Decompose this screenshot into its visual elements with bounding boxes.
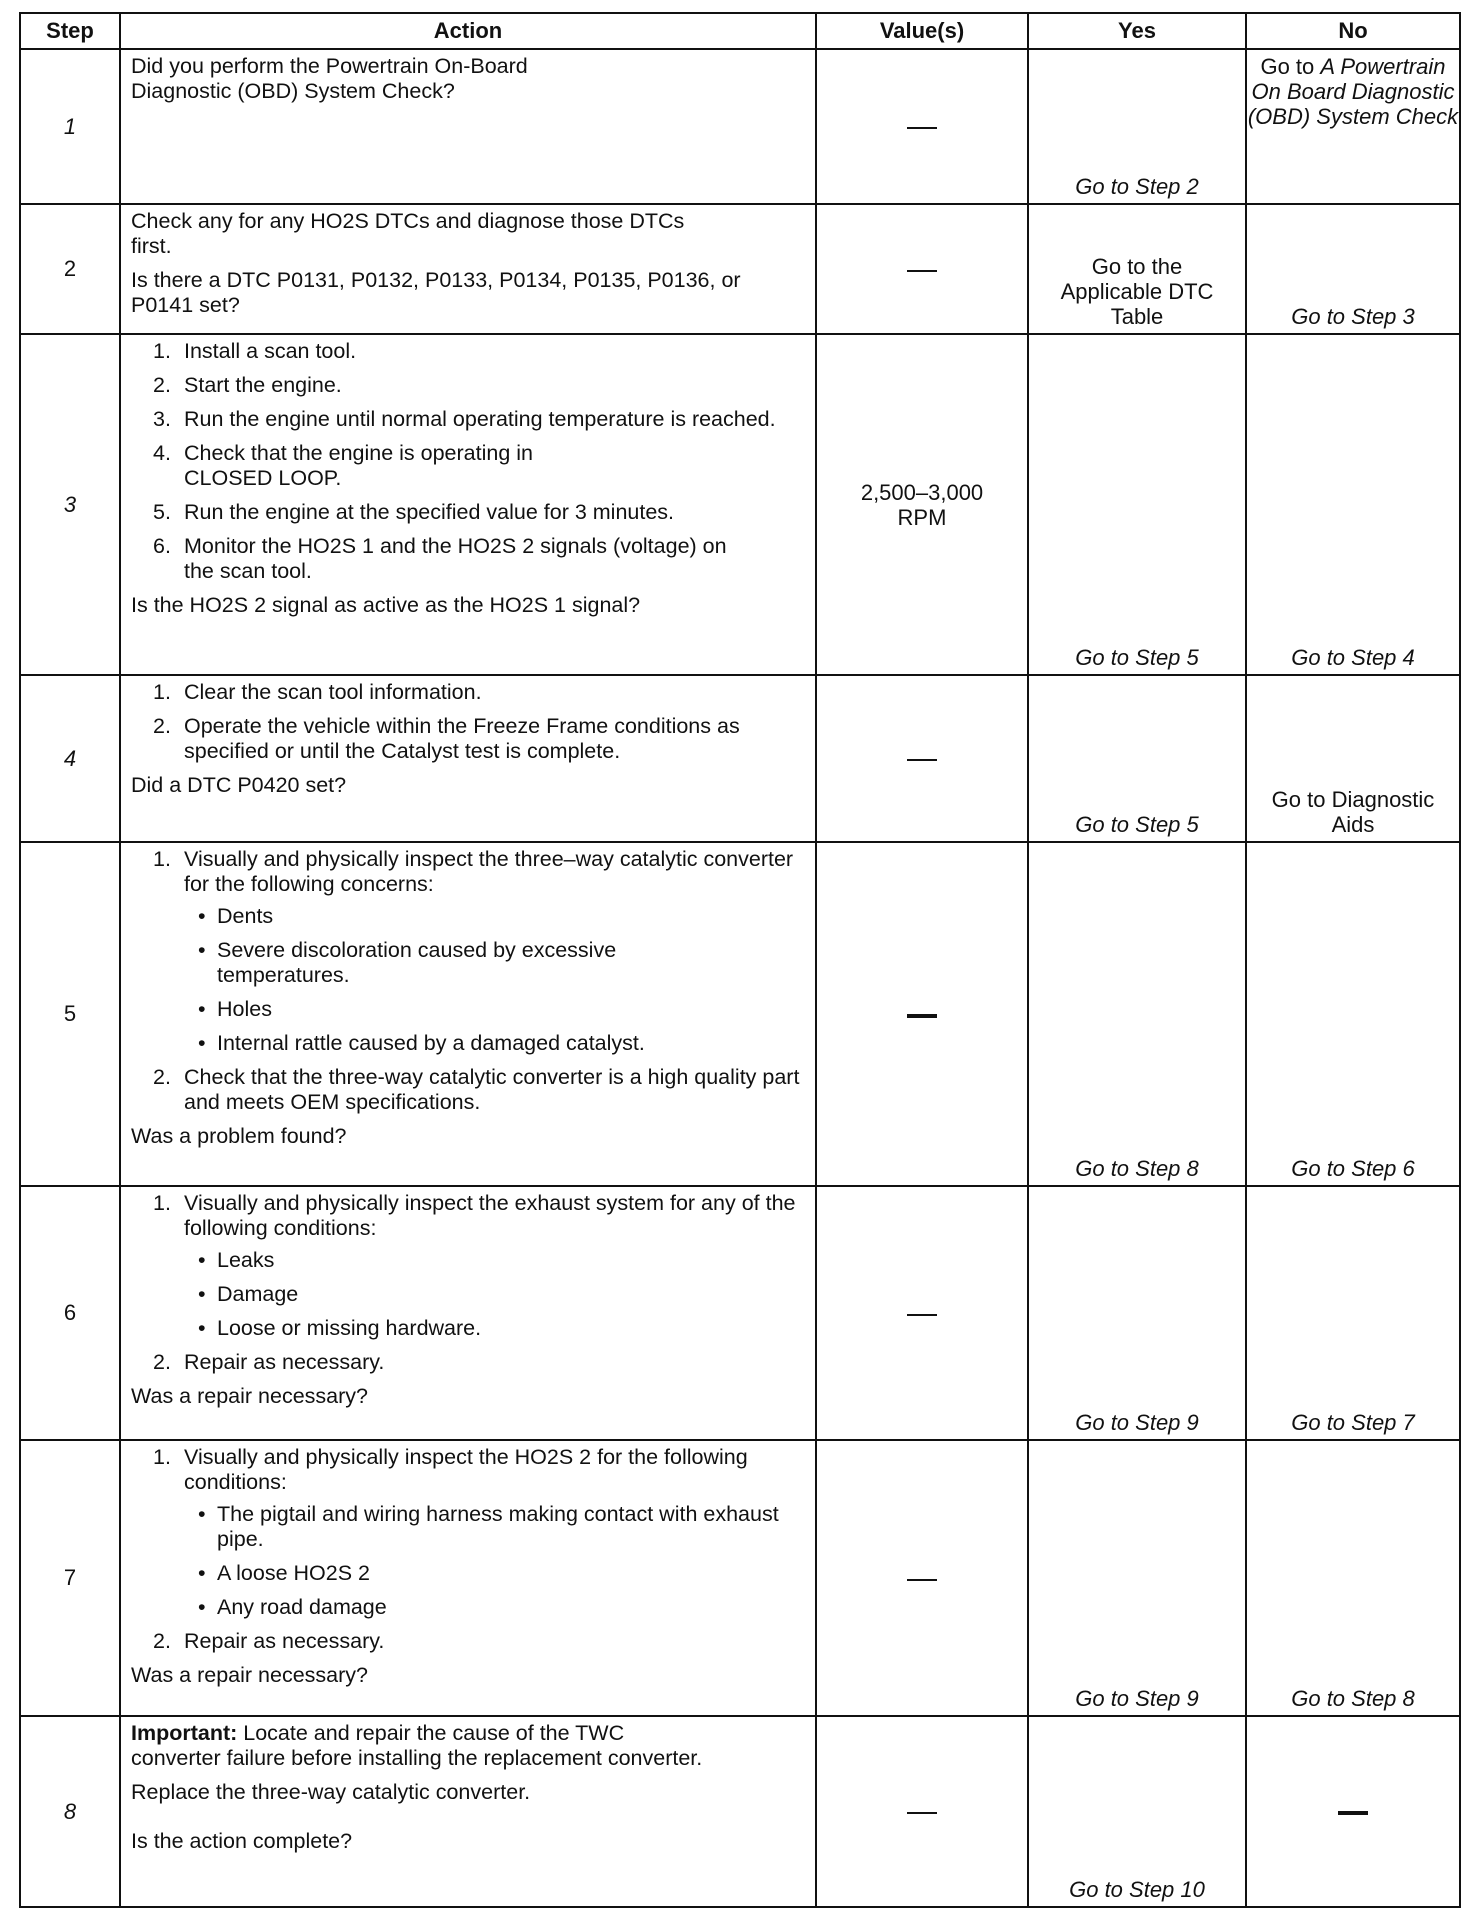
question: Was a repair necessary? bbox=[131, 1384, 368, 1408]
yes-cell bbox=[1028, 1186, 1246, 1440]
table-row bbox=[20, 675, 1460, 842]
bullet-glyph: • bbox=[198, 1282, 206, 1306]
no-cell bbox=[1246, 1186, 1460, 1440]
important-label: Important: bbox=[131, 1721, 238, 1745]
action-cell bbox=[120, 49, 816, 204]
action-steps bbox=[131, 1445, 805, 1654]
bullet-item bbox=[184, 1502, 805, 1552]
bullet-glyph: • bbox=[198, 1561, 206, 1585]
yes-cell bbox=[1028, 1716, 1246, 1907]
item-text: Monitor the HO2S 1 and the HO2S 2 signals (voltage) on the scan tool. bbox=[184, 534, 727, 583]
bullet-glyph: • bbox=[198, 1595, 206, 1619]
no-cell bbox=[1246, 334, 1460, 675]
header-values: Value(s) bbox=[816, 13, 1028, 49]
no-cell bbox=[1246, 49, 1460, 204]
item-text: Check that the engine is operating in CLOSED LOOP. bbox=[184, 441, 534, 490]
bullet-item bbox=[184, 1031, 805, 1056]
bullet-text: Dents bbox=[217, 904, 274, 928]
list-item bbox=[131, 1445, 805, 1620]
value-cell bbox=[816, 842, 1028, 1186]
bullet-glyph: • bbox=[198, 1502, 206, 1526]
yes-result: Go to Step 2 bbox=[1075, 174, 1199, 199]
bullet-text: A loose HO2S 2 bbox=[217, 1561, 370, 1585]
item-text: Visually and physically inspect the exhaust system for any of the following conditions: bbox=[184, 1191, 796, 1240]
question: Was a problem found? bbox=[131, 1124, 347, 1148]
bullet-glyph: • bbox=[198, 938, 206, 962]
item-number: 1. bbox=[153, 847, 171, 871]
item-text: Repair as necessary. bbox=[184, 1629, 385, 1653]
item-text: Check that the three-way catalytic converter is a high quality part and meets OEM specifications. bbox=[184, 1065, 800, 1114]
list-item bbox=[131, 534, 805, 584]
action-cell bbox=[120, 1186, 816, 1440]
bullet-text: The pigtail and wiring harness making contact with exhaust pipe. bbox=[217, 1502, 779, 1551]
item-number: 3. bbox=[153, 407, 171, 431]
no-result: Go to Step 7 bbox=[1291, 1410, 1415, 1435]
value-cell bbox=[816, 1716, 1028, 1907]
question: Is the action complete? bbox=[131, 1829, 353, 1853]
action-cell bbox=[120, 842, 816, 1186]
value-cell bbox=[816, 675, 1028, 842]
yes-cell bbox=[1028, 334, 1246, 675]
table-row bbox=[20, 204, 1460, 334]
header-no: No bbox=[1246, 13, 1460, 49]
no-cell bbox=[1246, 204, 1460, 334]
item-number: 4. bbox=[153, 441, 171, 465]
action-text: Replace the three-way catalytic converter. bbox=[131, 1780, 531, 1804]
bullet-glyph: • bbox=[198, 1248, 206, 1272]
bullet-text: Leaks bbox=[217, 1248, 275, 1272]
value-dash bbox=[907, 1579, 937, 1581]
bullet-glyph: • bbox=[198, 1316, 206, 1340]
item-number: 6. bbox=[153, 534, 171, 558]
bullet-glyph: • bbox=[198, 1031, 206, 1055]
bullet-item bbox=[184, 904, 805, 929]
bullet-item bbox=[184, 997, 805, 1022]
value-dash bbox=[907, 127, 937, 129]
list-item bbox=[131, 1065, 805, 1115]
header-step: Step bbox=[20, 13, 120, 49]
yes-result: Go to Step 10 bbox=[1069, 1877, 1205, 1902]
header-row bbox=[20, 13, 1460, 49]
diagnostic-table bbox=[19, 12, 1461, 1908]
value-dash bbox=[907, 270, 937, 272]
yes-cell bbox=[1028, 1440, 1246, 1716]
no-cell bbox=[1246, 675, 1460, 842]
list-item bbox=[131, 847, 805, 1056]
bullet-item bbox=[184, 1561, 765, 1586]
action-steps bbox=[131, 847, 805, 1115]
bullet-item bbox=[184, 1595, 765, 1620]
action-text: Check any for any HO2S DTCs and diagnose those DTCs first. bbox=[131, 209, 685, 258]
item-number: 1. bbox=[153, 339, 171, 363]
step-number: 4 bbox=[20, 675, 120, 842]
value-cell: 2,500–3,000 RPM bbox=[816, 334, 1028, 675]
no-link-text: A Powertrain On Board Diagnostic (OBD) System Check bbox=[1247, 54, 1459, 129]
action-cell bbox=[120, 334, 816, 675]
table-row bbox=[20, 334, 1460, 675]
list-item bbox=[131, 1629, 805, 1654]
bullet-text: Internal rattle caused by a damaged catalyst. bbox=[217, 1031, 645, 1055]
item-text: Visually and physically inspect the HO2S 2 for the following conditions: bbox=[184, 1445, 748, 1494]
no-cell bbox=[1246, 1440, 1460, 1716]
no-result bbox=[1247, 50, 1459, 129]
no-dash bbox=[1338, 1811, 1368, 1815]
table-row bbox=[20, 1186, 1460, 1440]
value-cell bbox=[816, 204, 1028, 334]
yes-cell bbox=[1028, 842, 1246, 1186]
list-item bbox=[131, 407, 805, 432]
no-result: Go to Step 8 bbox=[1291, 1686, 1415, 1711]
table-row bbox=[20, 842, 1460, 1186]
yes-cell bbox=[1028, 675, 1246, 842]
bullet-text: Holes bbox=[217, 997, 272, 1021]
table-row bbox=[20, 1716, 1460, 1907]
no-result: Go to Step 3 bbox=[1291, 304, 1415, 329]
no-cell bbox=[1246, 1716, 1460, 1907]
action-steps bbox=[131, 1191, 805, 1375]
step-number: 7 bbox=[20, 1440, 120, 1716]
step-number: 5 bbox=[20, 842, 120, 1186]
yes-result: Go to the Applicable DTC Table bbox=[1060, 254, 1214, 329]
step-number: 8 bbox=[20, 1716, 120, 1907]
step-number: 1 bbox=[20, 49, 120, 204]
no-result: Go to Step 4 bbox=[1291, 645, 1415, 670]
step-number: 2 bbox=[20, 204, 120, 334]
item-number: 2. bbox=[153, 1350, 171, 1374]
list-item bbox=[131, 500, 805, 525]
question: Did a DTC P0420 set? bbox=[131, 773, 347, 797]
list-item bbox=[131, 339, 805, 364]
header-action: Action bbox=[120, 13, 816, 49]
item-text: Visually and physically inspect the three–way catalytic converter for the following concerns: bbox=[184, 847, 794, 896]
bullet-list bbox=[184, 1502, 779, 1620]
bullet-item bbox=[184, 1282, 805, 1307]
item-number: 1. bbox=[153, 1445, 171, 1469]
item-number: 2. bbox=[153, 373, 171, 397]
value-cell bbox=[816, 1186, 1028, 1440]
list-item bbox=[131, 441, 805, 491]
yes-result: Go to Step 5 bbox=[1075, 812, 1199, 837]
item-text: Run the engine at the specified value for 3 minutes. bbox=[184, 500, 675, 524]
item-number: 1. bbox=[153, 680, 171, 704]
item-text: Start the engine. bbox=[184, 373, 342, 397]
important-text: Locate and repair the cause of the TWC converter failure before installing the replacement converter. bbox=[131, 1721, 703, 1770]
question: Did you perform the Powertrain On-Board Diagnostic (OBD) System Check? bbox=[131, 54, 528, 103]
no-result: Go to Diagnostic Aids bbox=[1271, 787, 1435, 837]
item-text: Run the engine until normal operating temperature is reached. bbox=[184, 407, 776, 431]
yes-cell bbox=[1028, 204, 1246, 334]
step-number: 3 bbox=[20, 334, 120, 675]
action-steps bbox=[131, 339, 805, 584]
action-cell bbox=[120, 1440, 816, 1716]
bullet-list bbox=[184, 904, 805, 1056]
value-cell bbox=[816, 49, 1028, 204]
list-item bbox=[131, 1350, 805, 1375]
question: Is there a DTC P0131, P0132, P0133, P0134, P0135, P0136, or P0141 set? bbox=[131, 268, 741, 317]
table-row bbox=[20, 49, 1460, 204]
bullet-text: Severe discoloration caused by excessive temperatures. bbox=[217, 938, 617, 987]
action-cell bbox=[120, 675, 816, 842]
list-item bbox=[131, 1191, 805, 1341]
header-yes: Yes bbox=[1028, 13, 1246, 49]
action-cell bbox=[120, 1716, 816, 1907]
bullet-item bbox=[184, 1316, 805, 1341]
list-item bbox=[131, 714, 805, 764]
value-dash bbox=[907, 1812, 937, 1814]
no-cell bbox=[1246, 842, 1460, 1186]
bullet-text: Loose or missing hardware. bbox=[217, 1316, 482, 1340]
bullet-text: Any road damage bbox=[217, 1595, 387, 1619]
value-dash bbox=[907, 1014, 937, 1018]
bullet-list bbox=[184, 1248, 805, 1341]
yes-result: Go to Step 9 bbox=[1075, 1410, 1199, 1435]
action-steps bbox=[131, 680, 805, 764]
question: Is the HO2S 2 signal as active as the HO2S 1 signal? bbox=[131, 593, 641, 617]
yes-result: Go to Step 8 bbox=[1075, 1156, 1199, 1181]
item-text: Repair as necessary. bbox=[184, 1350, 385, 1374]
item-number: 5. bbox=[153, 500, 171, 524]
bullet-glyph: • bbox=[198, 904, 206, 928]
item-text: Operate the vehicle within the Freeze Frame conditions as specified or until the Catalyst test is complete. bbox=[184, 714, 740, 763]
bullet-text: Damage bbox=[217, 1282, 299, 1306]
yes-result: Go to Step 5 bbox=[1075, 645, 1199, 670]
important-note bbox=[131, 1721, 805, 1771]
no-prefix: Go to bbox=[1260, 54, 1321, 79]
yes-cell bbox=[1028, 49, 1246, 204]
item-text: Install a scan tool. bbox=[184, 339, 357, 363]
action-cell bbox=[120, 204, 816, 334]
bullet-item bbox=[184, 1248, 805, 1273]
item-text: Clear the scan tool information. bbox=[184, 680, 482, 704]
item-number: 1. bbox=[153, 1191, 171, 1215]
value-cell bbox=[816, 1440, 1028, 1716]
bullet-item bbox=[184, 938, 805, 988]
item-number: 2. bbox=[153, 1629, 171, 1653]
list-item bbox=[131, 373, 805, 398]
step-number: 6 bbox=[20, 1186, 120, 1440]
value-dash bbox=[907, 759, 937, 761]
question: Was a repair necessary? bbox=[131, 1663, 368, 1687]
table-row bbox=[20, 1440, 1460, 1716]
value-dash bbox=[907, 1314, 937, 1316]
no-result: Go to Step 6 bbox=[1291, 1156, 1415, 1181]
list-item bbox=[131, 680, 805, 705]
item-number: 2. bbox=[153, 1065, 171, 1089]
bullet-glyph: • bbox=[198, 997, 206, 1021]
yes-result: Go to Step 9 bbox=[1075, 1686, 1199, 1711]
item-number: 2. bbox=[153, 714, 171, 738]
